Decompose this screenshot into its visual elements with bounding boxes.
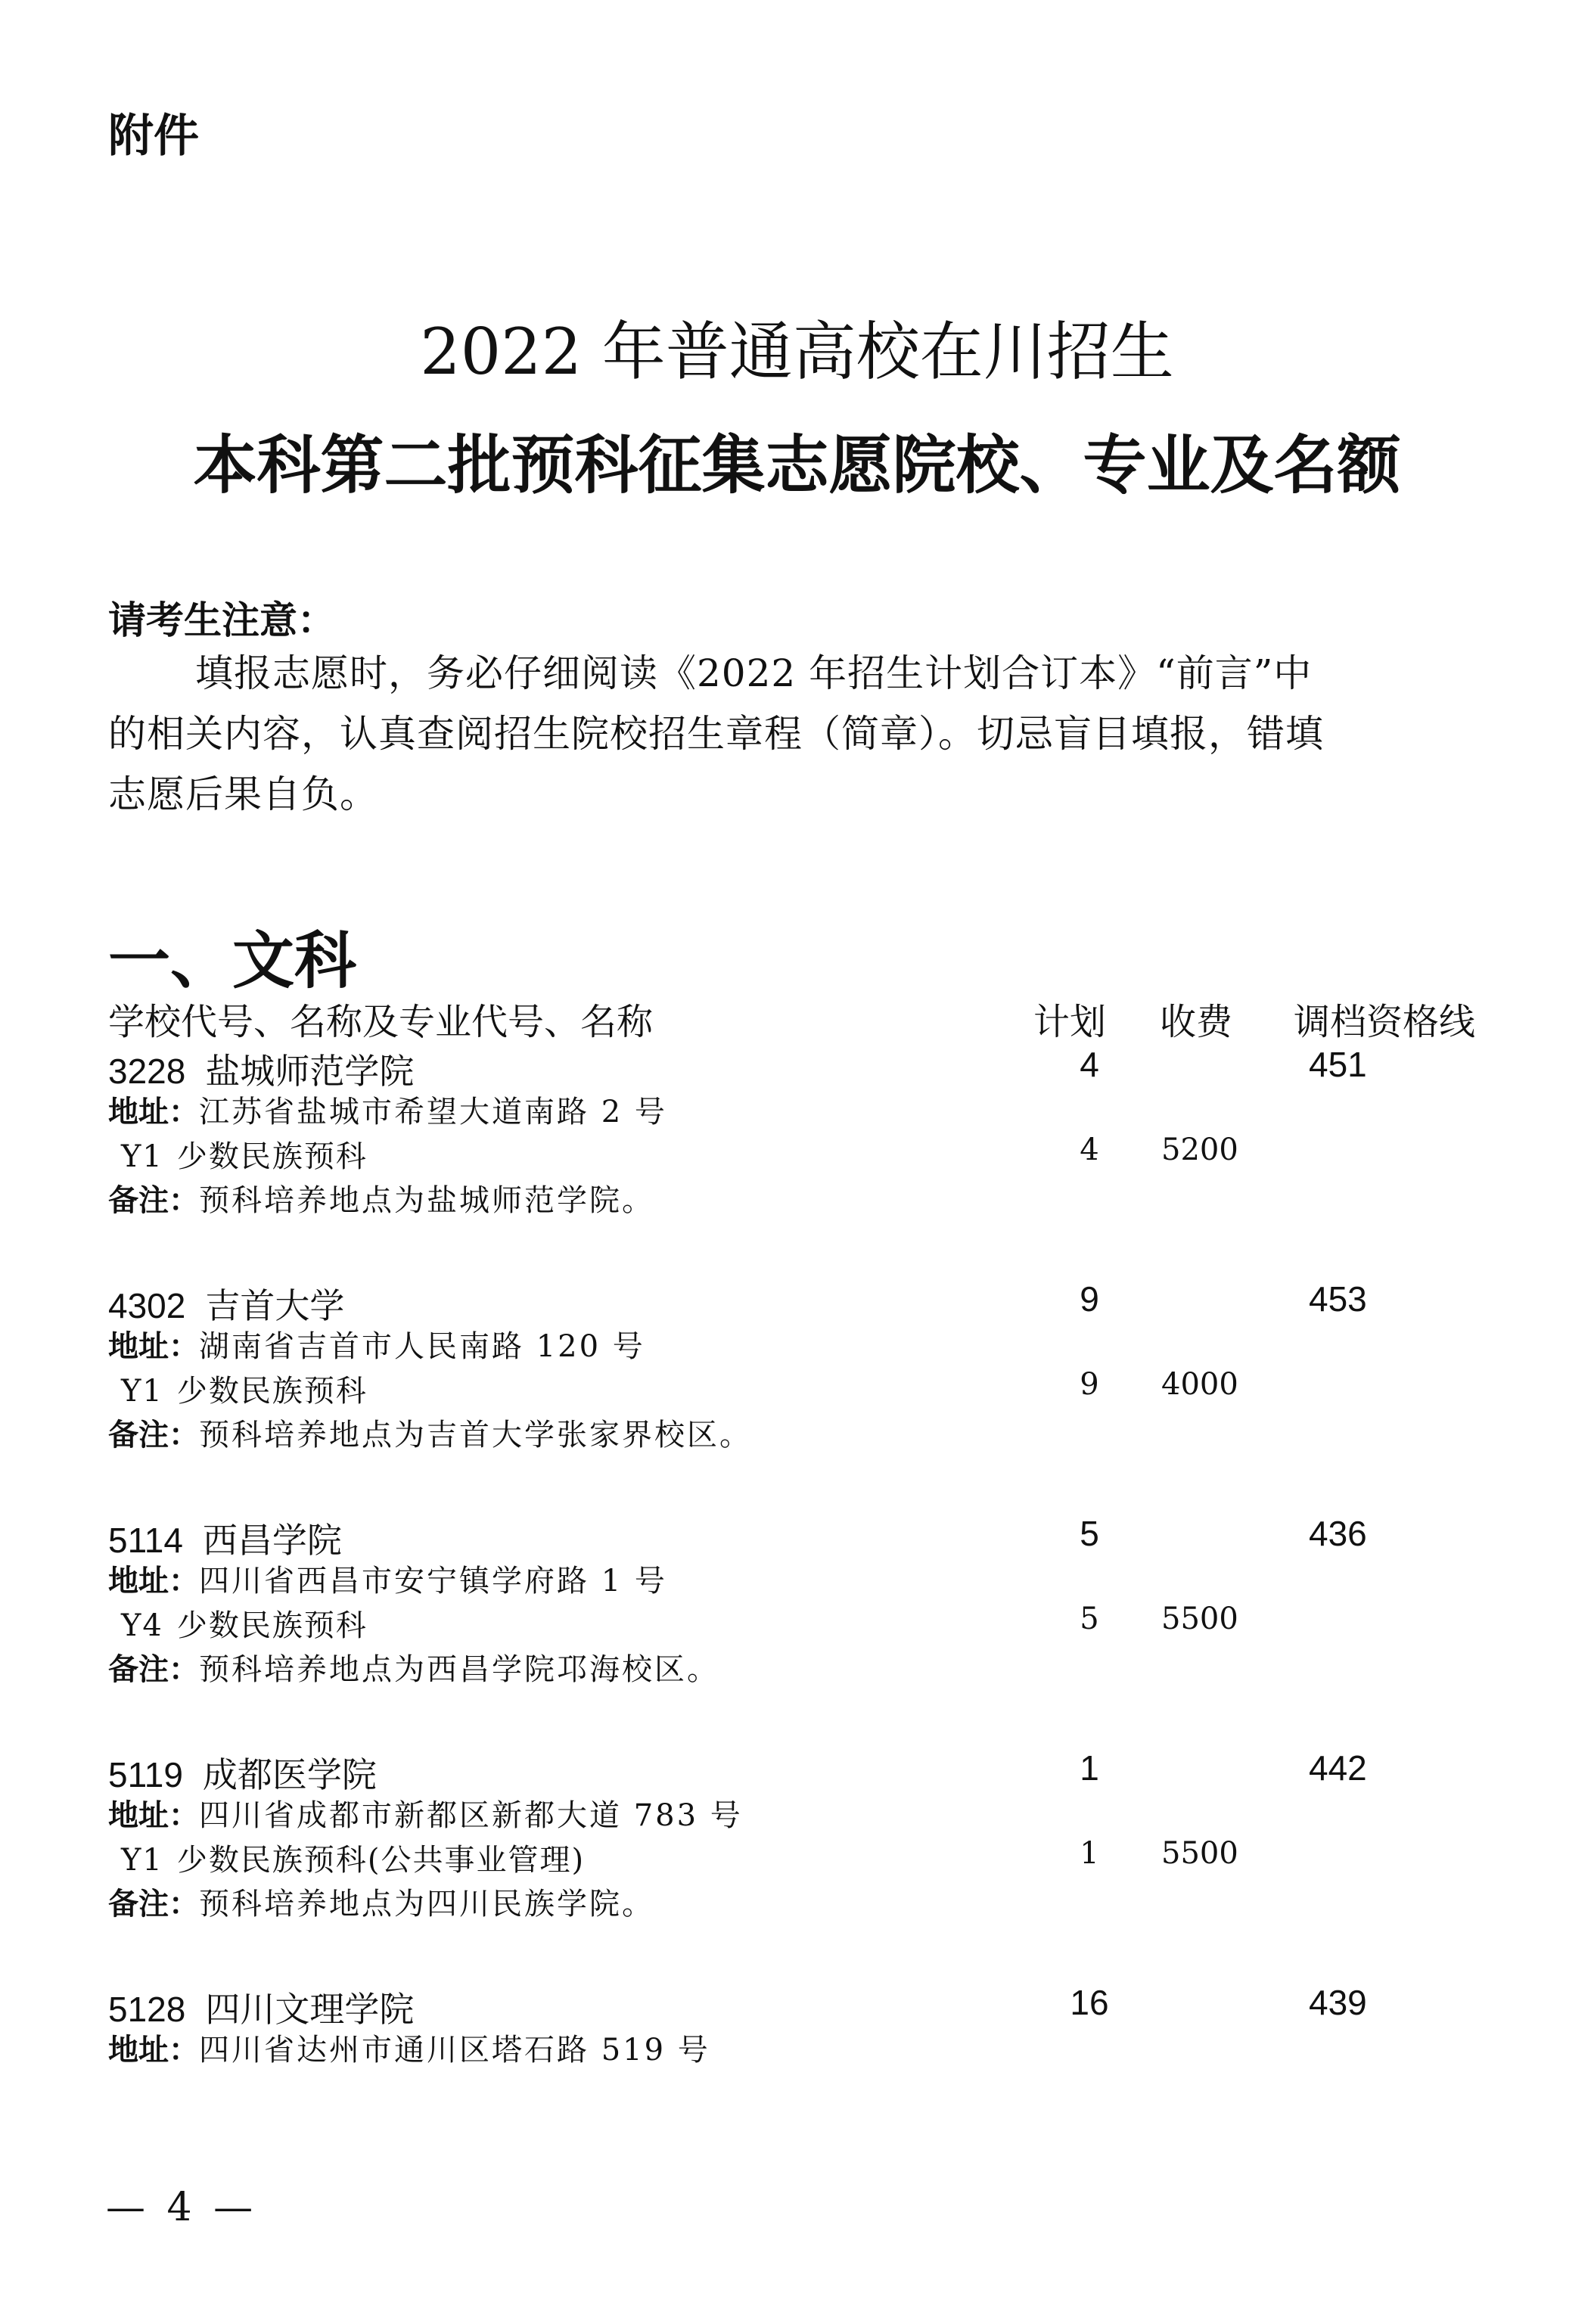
school-name xyxy=(108,1044,414,1094)
school-code: 5128 xyxy=(108,1990,186,2029)
address-text: 四川省成都市新都区新都大道 783 号 xyxy=(199,1798,743,1833)
major-fee: 5200 xyxy=(1161,1132,1238,1167)
address-label: 地址： xyxy=(108,1564,199,1598)
school-entry xyxy=(0,1982,1594,2073)
note-text: 预科培养地点为吉首大学张家界校区。 xyxy=(199,1418,752,1452)
notice-line: 志愿后果自负。 xyxy=(108,772,378,816)
school-title: 四川文理学院 xyxy=(205,1990,415,2029)
column-header-plan: 计划 xyxy=(1033,1002,1107,1042)
column-header-school: 学校代号、名称及专业代号、名称 xyxy=(108,1002,654,1042)
school-address xyxy=(108,1557,667,1600)
major-row xyxy=(121,1132,368,1176)
major-name: 少数民族预科 xyxy=(176,1608,368,1643)
major-plan: 5 xyxy=(1080,1602,1099,1636)
note-label: 备注： xyxy=(108,1887,199,1921)
school-cutoff-line: 451 xyxy=(1309,1045,1367,1084)
section-title: 一、文科 xyxy=(108,927,357,996)
notice-line: 的相关内容，认真查阅招生院校招生章程（简章）。切忌盲目填报，错填 xyxy=(108,712,1324,756)
school-address xyxy=(108,1322,645,1366)
school-entry xyxy=(0,1748,1594,1967)
note-label: 备注： xyxy=(108,1653,199,1686)
address-text: 四川省西昌市安宁镇学府路 1 号 xyxy=(199,1564,667,1599)
major-name: 少数民族预科(公共事业管理) xyxy=(176,1843,586,1878)
school-cutoff-line: 439 xyxy=(1309,1983,1367,2022)
school-plan: 4 xyxy=(1080,1045,1099,1084)
school-address xyxy=(108,1791,743,1835)
school-entry xyxy=(0,1513,1594,1732)
major-plan: 1 xyxy=(1080,1836,1099,1871)
school-plan: 1 xyxy=(1080,1748,1099,1788)
major-plan: 9 xyxy=(1080,1367,1099,1402)
notice-line: 填报志愿时，务必仔细阅读《2022 年招生计划合订本》“前言”中 xyxy=(195,651,1313,695)
address-label: 地址： xyxy=(108,1095,199,1129)
school-title: 成都医学院 xyxy=(202,1755,377,1794)
address-label: 地址： xyxy=(108,2034,199,2067)
major-code: Y4 xyxy=(121,1608,163,1643)
notice-heading: 请考生注意： xyxy=(108,599,335,642)
school-entry xyxy=(0,1279,1594,1498)
note-text: 预科培养地点为四川民族学院。 xyxy=(199,1887,654,1922)
address-text: 四川省达州市通川区塔石路 519 号 xyxy=(199,2033,710,2068)
document-title-line-2: 本科第二批预科征集志愿院校、专业及名额 xyxy=(193,427,1401,502)
major-name: 少数民族预科 xyxy=(176,1374,368,1409)
school-code: 4302 xyxy=(108,1286,186,1325)
page-number: — 4 — xyxy=(106,2185,258,2230)
school-address xyxy=(108,1088,667,1131)
major-name: 少数民族预科 xyxy=(176,1139,368,1174)
major-code: Y1 xyxy=(121,1374,163,1409)
column-header-cutoff-line: 调档资格线 xyxy=(1294,1002,1476,1042)
attachment-label: 附件 xyxy=(108,110,199,161)
school-note xyxy=(108,1645,719,1689)
school-code: 3228 xyxy=(108,1052,186,1091)
document-title-line-1: 2022 年普通高校在川招生 xyxy=(420,315,1174,389)
note-label: 备注： xyxy=(108,1418,199,1452)
school-title: 西昌学院 xyxy=(202,1521,342,1560)
note-text: 预科培养地点为盐城师范学院。 xyxy=(199,1183,654,1218)
major-code: Y1 xyxy=(121,1139,163,1174)
school-note xyxy=(108,1176,654,1219)
school-note xyxy=(108,1411,752,1454)
address-text: 江苏省盐城市希望大道南路 2 号 xyxy=(199,1095,667,1129)
address-label: 地址： xyxy=(108,1330,199,1363)
school-title: 盐城师范学院 xyxy=(205,1052,415,1091)
school-plan: 16 xyxy=(1070,1983,1109,2022)
school-code: 5114 xyxy=(108,1521,183,1560)
school-name xyxy=(108,1748,377,1797)
school-cutoff-line: 453 xyxy=(1309,1279,1367,1319)
address-text: 湖南省吉首市人民南路 120 号 xyxy=(199,1329,645,1364)
school-note xyxy=(108,1880,654,1923)
school-address xyxy=(108,2026,710,2069)
school-cutoff-line: 442 xyxy=(1309,1748,1367,1788)
major-code: Y1 xyxy=(121,1843,163,1878)
major-row xyxy=(121,1836,585,1879)
major-fee: 5500 xyxy=(1161,1836,1238,1871)
school-plan: 5 xyxy=(1080,1514,1099,1553)
major-fee: 5500 xyxy=(1161,1602,1238,1636)
school-cutoff-line: 436 xyxy=(1309,1514,1367,1553)
school-name xyxy=(108,1513,342,1563)
major-fee: 4000 xyxy=(1161,1367,1238,1402)
note-label: 备注： xyxy=(108,1184,199,1217)
major-plan: 4 xyxy=(1080,1132,1099,1167)
school-code: 5119 xyxy=(108,1755,183,1794)
school-name xyxy=(108,1982,414,2032)
major-row xyxy=(121,1602,368,1645)
school-name xyxy=(108,1279,344,1328)
notice-body xyxy=(108,643,1493,825)
column-header-fee: 收费 xyxy=(1160,1002,1233,1042)
school-entry xyxy=(0,1044,1594,1263)
school-plan: 9 xyxy=(1080,1279,1099,1319)
major-row xyxy=(121,1367,368,1410)
address-label: 地址： xyxy=(108,1799,199,1832)
note-text: 预科培养地点为西昌学院邛海校区。 xyxy=(199,1652,719,1687)
school-title: 吉首大学 xyxy=(205,1286,345,1325)
